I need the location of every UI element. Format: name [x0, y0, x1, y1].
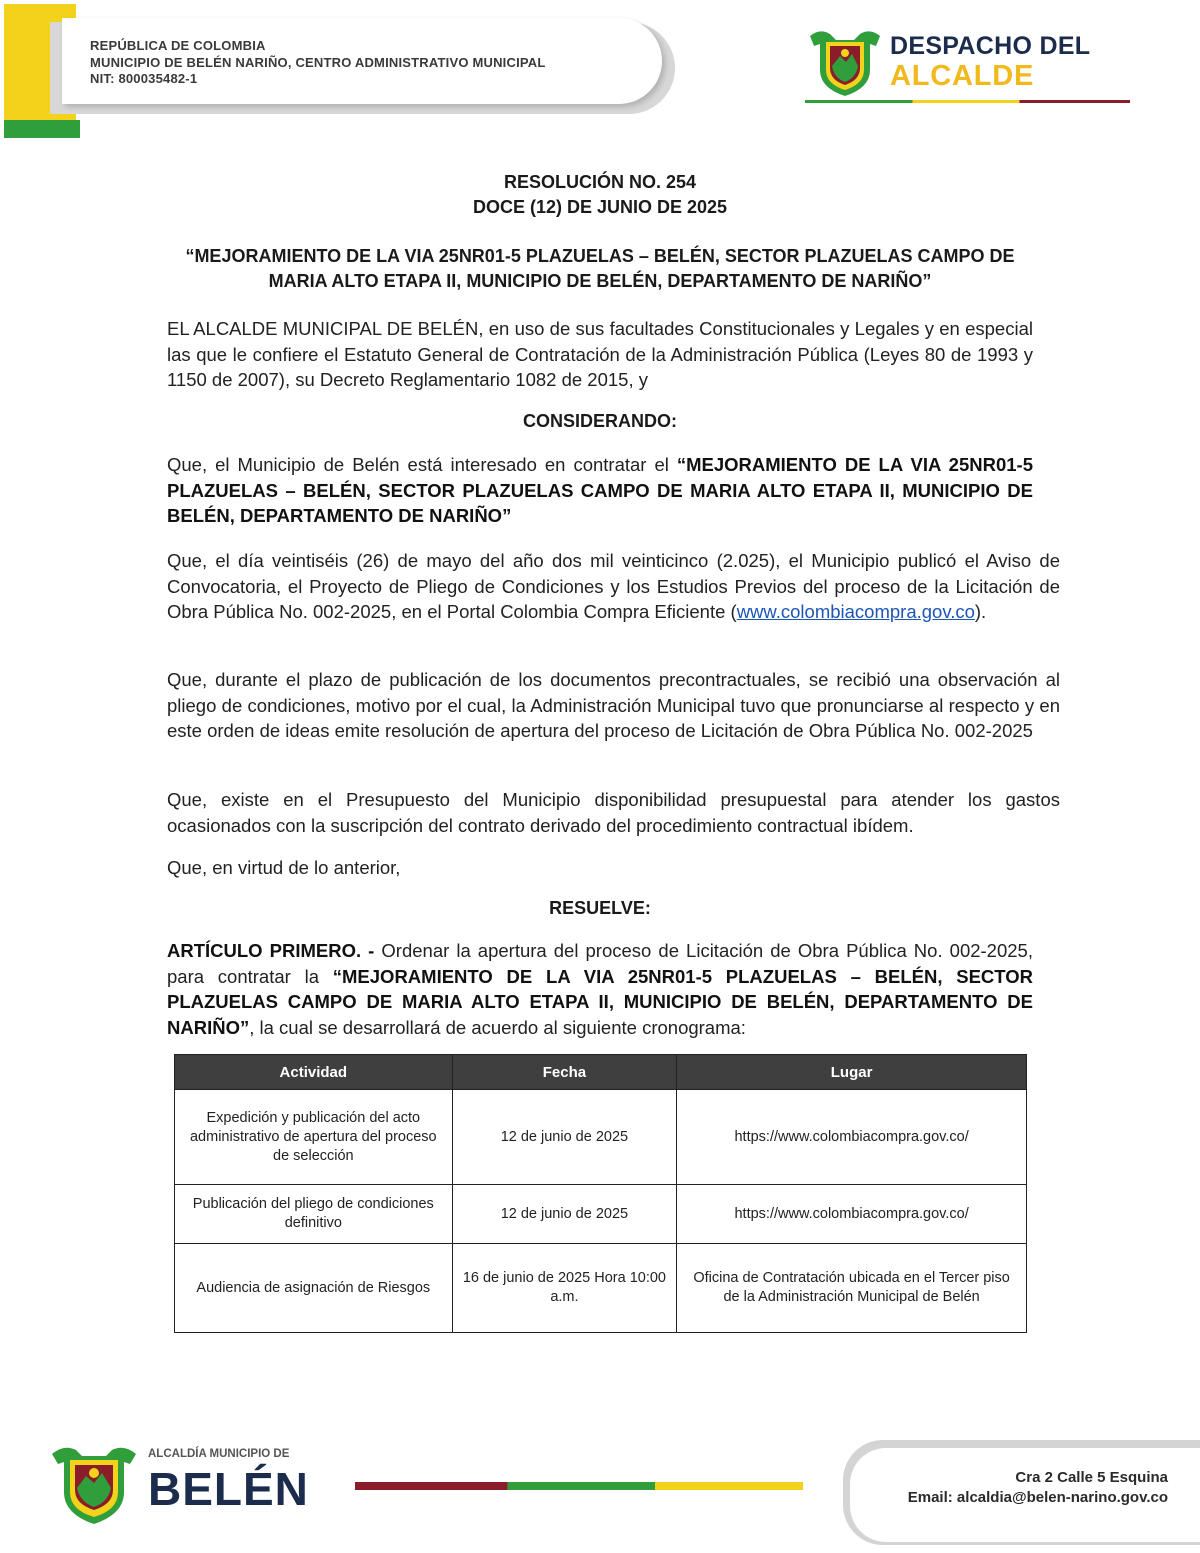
schedule-date: 12 de junio de 2025	[452, 1185, 677, 1244]
considerando-paragraph-3: Que, durante el plazo de publicación de los documentos precontractuales, se recibió una observación al pliego de condiciones, motivo por el cual, la Administración Municipal tuvo que pronunciarse al respecto y en este orden de ideas emite resolución de apertura del proceso de Licitación de Obra Pública No. 002-2025	[167, 669, 1060, 741]
header-line2: MUNICIPIO DE BELÉN NARIÑO, CENTRO ADMINISTRATIVO MUNICIPAL	[90, 54, 546, 70]
intro-paragraph: EL ALCALDE MUNICIPAL DE BELÉN, en uso de sus facultades Constitucionales y Legales y en especial las que le confiere el Estatuto General de Contratación de la Administración Pública (Leyes 80 de 1993 y 1150 de 2007), su Decreto Reglamentario 1082 de 2015, y	[167, 318, 1033, 390]
schedule-header-activity: Actividad	[175, 1055, 453, 1090]
table-row	[175, 1244, 1027, 1333]
c1-text: Que, el Municipio de Belén está interesado en contratar el	[167, 454, 677, 475]
municipal-coat-of-arms-icon	[806, 26, 884, 100]
schedule-place: https://www.colombiacompra.gov.co/	[677, 1090, 1027, 1185]
schedule-table	[174, 1054, 1027, 1333]
schedule-activity: Audiencia de asignación de Riesgos	[175, 1244, 453, 1333]
schedule-date: 12 de junio de 2025	[452, 1090, 677, 1185]
resolution-number: RESOLUCIÓN NO. 254	[503, 172, 697, 192]
footer-contact	[908, 1468, 1168, 1508]
resuelve-heading: RESUELVE:	[549, 898, 651, 918]
c1-project-name: “MEJORAMIENTO DE LA VIA 25NR01-5 PLAZUELAS – BELÉN, SECTOR PLAZUELAS CAMPO DE MARIA ALTO ETAPA II, MUNICIPIO DE BELÉN, DEPARTAMENTO DE NARIÑO”	[167, 454, 1033, 526]
municipal-coat-of-arms-icon	[48, 1440, 140, 1528]
schedule-place: https://www.colombiacompra.gov.co/	[677, 1185, 1027, 1244]
considerando-paragraph-1	[167, 452, 1033, 529]
schedule-place: Oficina de Contratación ubicada en el Tercer piso de la Administración Municipal de Belén	[677, 1244, 1027, 1333]
table-row	[175, 1090, 1027, 1185]
footer-email: Email: alcaldia@belen-narino.gov.co	[907, 1489, 1168, 1506]
considerando-heading: CONSIDERANDO:	[522, 411, 677, 431]
schedule-activity: Publicación del pliego de condiciones definitivo	[175, 1185, 453, 1244]
office-title-line2: ALCALDE	[890, 60, 1035, 92]
header-text	[90, 38, 546, 88]
schedule-header-row	[175, 1055, 1027, 1090]
schedule-header-place: Lugar	[677, 1055, 1027, 1090]
c2-text: Que, el día veintiséis (26) de mayo del año dos mil veinticinco (2.025), el Municipio publicó el Aviso de Convocatoria, el Proyecto de Pliego de Condiciones y los Estudios Previos del proceso de la Licitación de Obra Pública No. 002-2025, en el Portal Colombia Compra Eficiente (	[167, 550, 1060, 622]
article-first-label: ARTÍCULO PRIMERO. -	[167, 940, 375, 961]
footer-tricolor-line	[355, 1482, 803, 1490]
c2-end: ).	[974, 601, 987, 622]
header-line1: REPÚBLICA DE COLOMBIA	[90, 38, 266, 53]
colombiacompra-link[interactable]: www.colombiacompra.gov.co	[736, 601, 975, 622]
schedule-header-date: Fecha	[452, 1055, 677, 1090]
resolution-title-line2: MARIA ALTO ETAPA II, MUNICIPIO DE BELÉN, DEPARTAMENTO DE NARIÑO”	[268, 271, 932, 291]
considerando-paragraph-5: Que, en virtud de lo anterior,	[167, 857, 401, 878]
header-line3: NIT: 800035482-1	[90, 71, 198, 86]
footer-address: Cra 2 Calle 5 Esquina	[1015, 1469, 1168, 1486]
footer-small-label: ALCALDÍA MUNICIPIO DE	[148, 1448, 290, 1460]
resolution-date: DOCE (12) DE JUNIO DE 2025	[472, 197, 728, 217]
considerando-paragraph-4: Que, existe en el Presupuesto del Municipio disponibilidad presupuestal para atender los gastos ocasionados con la suscripción del contrato derivado del procedimiento contractual ibídem.	[167, 789, 1060, 836]
article-first-end: , la cual se desarrollará de acuerdo al siguiente cronograma:	[249, 1016, 746, 1038]
office-title-line1: DESPACHO DEL	[890, 32, 1091, 60]
article-first-text: Ordenar la apertura del proceso de Licitación de Obra Pública No. 002-2025, para contratar la	[167, 940, 1033, 987]
considerando-paragraph-2	[167, 548, 1060, 625]
table-row	[175, 1185, 1027, 1244]
article-first-project-name: “MEJORAMIENTO DE LA VIA 25NR01-5 PLAZUELAS – BELÉN, SECTOR PLAZUELAS CAMPO DE MARIA ALTO ETAPA II, MUNICIPIO DE BELÉN, DEPARTAMENTO DE NARIÑO”	[167, 965, 1033, 1038]
header-green-band	[4, 120, 80, 138]
footer-belen-wordmark: BELÉN	[148, 1463, 309, 1515]
schedule-date: 16 de junio de 2025 Hora 10:00 a.m.	[452, 1244, 677, 1333]
resolution-title-line1: “MEJORAMIENTO DE LA VIA 25NR01-5 PLAZUELAS – BELÉN, SECTOR PLAZUELAS CAMPO DE	[185, 246, 1015, 266]
office-tricolor-line	[805, 100, 1130, 103]
schedule-activity: Expedición y publicación del acto administrativo de apertura del proceso de selección	[175, 1090, 453, 1185]
article-first-paragraph	[167, 938, 1033, 1040]
